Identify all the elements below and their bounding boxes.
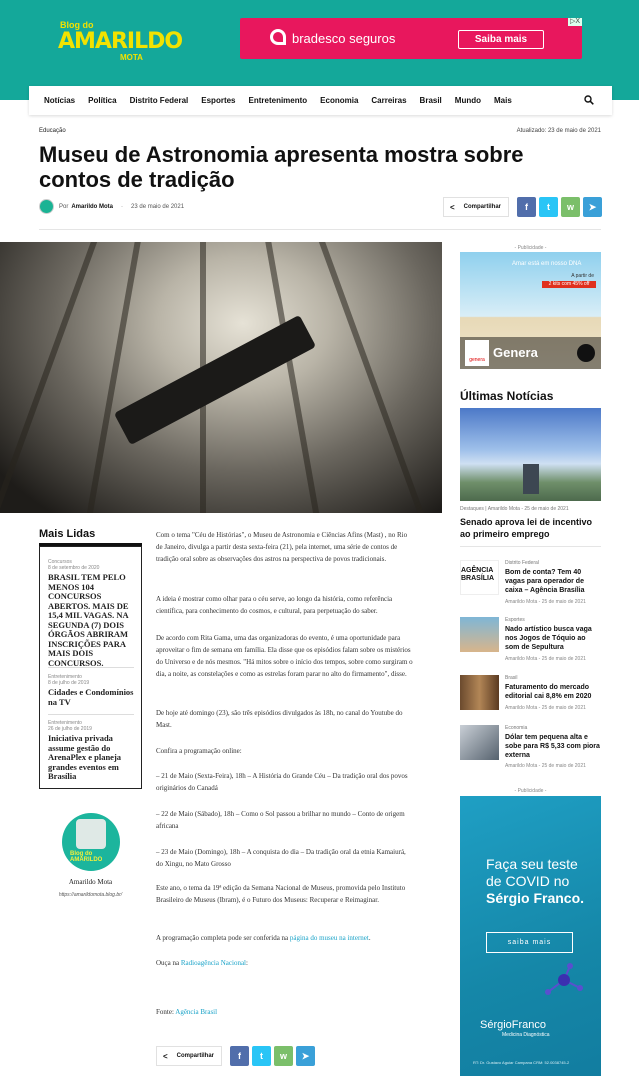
article-updated: Atualizado: 23 de maio de 2021 <box>516 128 601 134</box>
agencia-brasil-link[interactable]: Agência Brasil <box>175 1008 218 1016</box>
list-item[interactable]: Esportes Nado artístico busca vaga nos Jogos de Tóquio ao som de Sepultura Amarildo Mota - 25 de maio de 2021 <box>460 617 601 659</box>
author-url[interactable]: https://amarildomota.blog.br/ <box>58 892 123 898</box>
author-avatar[interactable]: Blog do AMARILDO <box>62 813 120 871</box>
list-item[interactable]: Concursos 8 de setembro de 2020 BRASIL TEM PELO MENOS 104 CONCURSOS ABERTOS. MAIS DE 15,4 MIL VAGAS. NA SEGUNDA (7) DOIS ÓRGÃOS ABRIRAM INSCRIÇÕES PARA MAIS DOIS CONCURSOS. <box>48 559 129 668</box>
article-paragraph: – 21 de Maio (Sexta-Feira), 18h – A História do Grande Céu – Da tradição oral dos povos originários do Canadá <box>156 772 408 792</box>
nav-item-mais[interactable]: Mais <box>494 96 512 105</box>
share-icon: < <box>450 202 455 212</box>
publicidade-label: - Publicidade - <box>514 788 547 794</box>
list-item[interactable]: Entretenimento 26 de julho de 2019 Iniciativa privada assume gestão do ArenaPlex e planeja grandes eventos em Brasília <box>48 720 122 781</box>
nav-item-distrito-federal[interactable]: Distrito Federal <box>129 96 189 105</box>
article-paragraph: A programação completa pode ser conferida na página do museu na internet. <box>156 934 371 942</box>
share-icon: < <box>163 1051 168 1061</box>
article-paragraph: A ideia é mostrar como olhar para o céu serve, ao longo da história, como referência científica, para conhecimento do cosmos, e cultural, para perpetuação do saber. <box>156 595 393 615</box>
article-source: Fonte: Agência Brasil <box>156 1008 218 1016</box>
bradesco-logo-icon <box>270 29 286 45</box>
article-paragraph: Ouça na Radioagência Nacional: <box>156 959 248 967</box>
nav-item-esportes[interactable]: Esportes <box>201 96 236 105</box>
article-meta <box>39 199 184 214</box>
author-name[interactable]: Amarildo Mota <box>68 878 113 886</box>
ad-close-icon[interactable]: ▷X <box>569 18 581 25</box>
nav-item-economia[interactable]: Economia <box>320 96 359 105</box>
telegram-share-icon[interactable]: ➤ <box>583 197 602 217</box>
share-button-bottom[interactable]: < Compartilhar <box>156 1046 222 1066</box>
ad-brand: bradesco seguros <box>292 31 396 46</box>
article-category[interactable]: Educação <box>39 128 66 134</box>
article-paragraph: De acordo com Rita Gama, uma das organizadoras do evento, é uma oportunidade para aproveitar o fim de semana em família. Ela disse que os episódios falam sobre os mistérios do Universo e de nós mesmos. "Há mitos sobre o início dos tempos, sobre como surgiram o dia, a noite, as constelações e como as estrelas foram parar no alto do firmamento", disse. <box>156 634 413 678</box>
featured-news-meta: Destaques | Amarildo Mota - 25 de maio de 2021 <box>460 506 569 512</box>
avatar[interactable] <box>39 199 54 214</box>
ad-saiba-mais-button[interactable]: saiba mais <box>486 932 573 953</box>
news-thumb <box>460 725 499 760</box>
museum-link[interactable]: página do museu na internet <box>289 934 369 942</box>
whatsapp-share-icon[interactable]: w <box>561 197 580 217</box>
featured-news-title[interactable]: Senado aprova lei de incentivo ao primeiro emprego <box>460 517 593 539</box>
list-item[interactable]: Brasil Faturamento do mercado editorial cai 8,8% em 2020 Amarildo Mota - 25 de maio de 2021 <box>460 675 601 717</box>
publicidade-label: - Publicidade - <box>514 245 547 251</box>
article-paragraph: Com o tema "Céu de Histórias", o Museu de Astronomia e Ciências Afins (Mast) , no Rio de Janeiro, divulga a partir desta sexta-feira (21), pela internet, uma série de contos de tradição oral sobre as observações dos astros na perspectiva de povos tradicionais. <box>156 531 408 563</box>
twitter-share-icon[interactable]: t <box>252 1046 271 1066</box>
chevron-right-icon[interactable] <box>577 344 595 362</box>
bradesco-ad-banner[interactable] <box>240 18 582 59</box>
divider <box>460 546 601 547</box>
genera-ad[interactable]: Amar está em nosso DNA A partir de 2 kits com 45% off genera Genera <box>460 252 601 369</box>
mais-lidas-box <box>39 546 142 789</box>
whatsapp-share-icon[interactable]: w <box>274 1046 293 1066</box>
sergio-franco-ad[interactable]: Faça seu teste de COVID no Sérgio Franco. saiba mais SérgioFranco Medicina Diagnóstica RT: Dr. Gustavo Aguiar Campana CRM: 52.0038745-2 <box>460 796 601 1076</box>
divider <box>39 229 601 230</box>
telescope-shape <box>114 315 316 445</box>
article-paragraph: Confira a programação online: <box>156 747 242 755</box>
meta-separator: - <box>121 203 124 210</box>
ultimas-noticias-heading: Últimas Notícias <box>460 389 554 403</box>
author-link[interactable]: Amarildo Mota <box>71 203 114 210</box>
news-thumb: AGÊNCIA BRASÍLIA <box>460 560 499 595</box>
news-thumb <box>460 675 499 710</box>
article-paragraph: Este ano, o tema da 19ª edição da Semana Nacional de Museus, promovida pelo Instituto Brasileiro de Museus (Ibram), é o Futuro dos Museus: Recuperar e Reimaginar. <box>156 884 406 904</box>
site-logo[interactable]: Blog do AMARILDO MOTA <box>58 20 183 62</box>
nav-item-noticias[interactable]: Notícias <box>44 96 76 105</box>
main-nav <box>29 86 612 115</box>
list-item[interactable]: Entretenimento 8 de julho de 2019 Cidades e Condomínios na TV <box>48 674 134 707</box>
ad-cta-button[interactable]: Saiba mais <box>458 30 544 49</box>
facebook-share-icon[interactable]: f <box>517 197 536 217</box>
search-icon[interactable] <box>584 95 594 105</box>
article-paragraph: – 22 de Maio (Sábado), 18h – Como o Sol passou a brilhar no mundo – Conto de origem africana <box>156 810 405 830</box>
news-thumb <box>460 617 499 652</box>
nav-item-brasil[interactable]: Brasil <box>419 96 442 105</box>
genera-logo: genera <box>465 340 489 366</box>
nav-item-politica[interactable]: Política <box>88 96 117 105</box>
by-label: Por <box>59 203 69 210</box>
article-paragraph: De hoje até domingo (23), são três episódios divulgados às 18h, no canal do Youtube do Mast. <box>156 709 403 729</box>
telegram-share-icon[interactable]: ➤ <box>296 1046 315 1066</box>
article-hero-image <box>0 242 442 513</box>
facebook-share-icon[interactable]: f <box>230 1046 249 1066</box>
sergio-franco-logo: SérgioFranco <box>480 1019 547 1031</box>
article-paragraph: – 23 de Maio (Domingo), 18h – A conquista do dia – Da tradição oral da etnia Kamaiurá, do Xingu, no Mato Grosso <box>156 848 406 868</box>
radioagencia-link[interactable]: Radioagência Nacional <box>180 959 246 967</box>
molecule-icon <box>542 962 588 1002</box>
list-item[interactable]: Economia Dólar tem pequena alta e sobe para R$ 5,33 com piora externa Amarildo Mota - 25 de maio de 2021 <box>460 725 601 767</box>
nav-item-entretenimento[interactable]: Entretenimento <box>248 96 308 105</box>
article-title: Museu de Astronomia apresenta mostra sobre contos de tradição <box>39 142 524 192</box>
nav-item-carreiras[interactable]: Carreiras <box>371 96 407 105</box>
share-button[interactable]: < Compartilhar <box>443 197 509 217</box>
list-item[interactable]: AGÊNCIA BRASÍLIA Distrito Federal Bom de conta? Tem 40 vagas para operador de caixa – Agência Brasília Amarildo Mota - 25 de maio de 2021 <box>461 560 586 605</box>
article-date: 23 de maio de 2021 <box>131 203 185 210</box>
mais-lidas-heading: Mais Lidas <box>39 528 96 540</box>
header-bar <box>0 0 639 100</box>
nav-item-mundo[interactable]: Mundo <box>454 96 481 105</box>
twitter-share-icon[interactable]: t <box>539 197 558 217</box>
featured-news-image[interactable] <box>460 408 601 501</box>
